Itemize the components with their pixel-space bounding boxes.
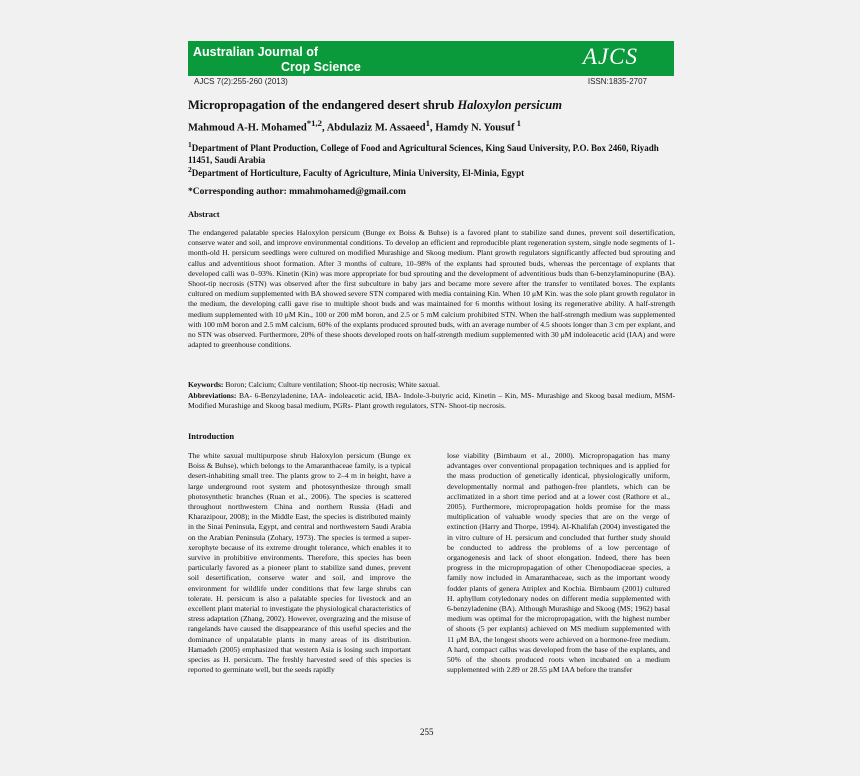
- keywords-text: Boron; Calcium; Culture ventilation; Shoot-tip necrosis; White saxual.: [223, 380, 440, 389]
- author-sep: ,: [429, 122, 436, 134]
- title-main: Micropropagation of the endangered desert shrub: [188, 98, 458, 112]
- affiliation-1: [188, 139, 678, 166]
- journal-name-line1: Australian Journal of: [193, 45, 319, 59]
- affiliation-2-text: Department of Horticulture, Faculty of Agriculture, Minia University, El-Minia, Egypt: [191, 168, 525, 178]
- abbreviations-text: BA- 6-Benzyladenine, IAA- indoleacetic acid, IBA- Indole-3-butyric acid, Kinetin – Kin, MS- Murashige and Skoog basal medium, MSM- Modified Murashige and Skoog basal medium, PGRs- Plant growth regulators, STN- Shoot-tip necrosis.: [188, 391, 675, 411]
- title-species: Haloxylon persicum: [457, 98, 562, 112]
- author-name: Abdulaziz M. Assaeed: [326, 122, 426, 134]
- intro-column-left: The white saxual multipurpose shrub Haloxylon persicum (Bunge ex Boiss & Buhse), which belongs to the Amaranthaceae family, is a typical desert-inhabiting small tree. The plants grow to 2–4 m in height, have a large underground root system and photosynthesize through small photosynthetic branches (Ruan et al., 2006). The species is scattered throughout northwestern China and northern Russia (Hadi and Kharazipour, 2008); in the Middle East, the species is distributed mainly in the Sinai Peninsula, Egypt, and central and northwestern Saudi Arabia on the Arabian Peninsula (Zohary, 1973). The species is termed a super-xerophyte because of its extreme drought tolerance, which enables it to survive in prohibitive environments. Therefore, this species has been particularly favored as a pioneer plant to stabilize sand dunes, prevent soil desertification, conserve water and soil, and improve the environment for wildlife under conditions that few large shrubs can tolerate. H. persicum is also a palatable species for livestock and an excellent plant material to investigate the physiological characteristics of stress adaptation (Zhang, 2002). However, overgrazing and the misuse of rangelands have caused the disappearance of this useful species and the dominance of unpalatable plants in many areas of its distribution. Hamadeh (2005) emphasized that western Asia is losing such important species as H. persicum. The freshly harvested seed of this species is reported to germinate well, but the seeds rapidly: [188, 451, 411, 675]
- affiliation-2-sup: 2: [188, 165, 192, 174]
- introduction-heading: Introduction: [188, 431, 235, 441]
- page-number: 255: [420, 727, 434, 737]
- affiliation-1-sup: 1: [188, 140, 192, 149]
- journal-banner: [188, 41, 674, 76]
- author-sup: 1: [425, 118, 430, 128]
- affiliation-1-text: Department of Plant Production, College of Food and Agricultural Sciences, King Saud University, P.O. Box 2460, Riyadh 11451, Saudi Arabia: [188, 143, 659, 165]
- abbreviations-label: Abbreviations:: [188, 391, 237, 400]
- author-sup: *1,2: [306, 118, 323, 128]
- abbreviations: [188, 391, 675, 411]
- journal-name-line2: Crop Science: [281, 60, 361, 74]
- author-name: Hamdy N. Yousuf: [435, 122, 515, 134]
- keywords: [188, 380, 675, 390]
- journal-citation: AJCS 7(2):255-260 (2013): [194, 77, 288, 86]
- intro-column-right: lose viability (Birnbaum et al., 2000). Micropropagation has many advantages over conventional propagation techniques and is applied for the mass production of genetically identical, physiologically uniform, developmentally normal and pathogen-free plantlets, which can be acclimatized in a short time period and at a lower cost (Rathore et al., 2005). Furthermore, micropropagation holds promise for the mass multiplication of valuable woody species that are on the verge of extinction (Harry and Thorpe, 1994). Al-Khalifah (2004) investigated the in vitro culture of H. persicum and concluded that further study should be conducted to address the problems of a low percentage of organogenesis and lack of shoot elongation. Indeed, there has been progress in the micropropagation of other Chenopodiaceae species, a family now included in Amaranthaceae, such as the important woody fodder plants of genera Atriplex and Kochia. Birnbaum (2001) cultured H. aphyllum cotyledonary nodes on different media supplemented with 6-benzyladenine (BA). Although Murashige and Skoog (MS; 1962) basal medium was optimal for the micropropagation, with the highest number of shoots (5 per explants) achieved on MS medium supplemented with 11 μM BA, the longest shoots were achieved on a hormone-free medium. A hard, compact callus was developed from the base of the explants, and 50% of the shoots produced roots when incubated on a medium supplemented with 2.89 or 28.55 μM IAA before the transfer: [447, 451, 670, 675]
- paper-title: [188, 98, 678, 113]
- abstract-text: The endangered palatable species Haloxylon persicum (Bunge ex Boiss & Buhse) is a favored plant to stabilize sand dunes, prevent soil desertification, conserve water and soil, and improve environmental conditions. To develop an efficient and reproducible plant regeneration system, single node segments of 1-month-old H. persicum seedlings were cultured on modified Murashige and Skoog medium. Plant growth regulators significantly affected bud sprouting and callus and adventitious shoot formation. After 3 months of culture, 10–98% of the explants had sprouted buds, whereas the percentage of explants that developed calli was 0–93%. Kinetin (Kin) was more appropriate for bud sprouting and the development of adventitious buds than 6-benzylaminopurine (BA). Shoot-tip necrosis (STN) was observed after the first subculture in baby jars and became more severe after the transfer to ventilated boxes. The explants cultured on medium supplemented with BA showed severe STN compared with media containing Kin. When 10 μM Kin. was the sole plant growth regulator in the medium, the developing calli gave rise to multiple shoot buds and was maintained for 6 months without losing its regenerative ability. A half-strength medium supplemented with 10 μM Kin., 100 or 200 mM boron, and 2.5 or 5 mM calcium prohibited STN. When the half-strength medium was supplemented with 100 mM boron and 2.5 mM calcium, 60% of the explants produced sprouted buds, with an average number of 4.5 shoots longer than 3 cm per explant, and no STN was observed. Furthermore, 20% of these shoots developed roots on half-strength medium supplemented with 30 μM indoleacetic acid (IAA) and were adapted to greenhouse conditions.: [188, 228, 675, 350]
- author-sep: ,: [322, 122, 327, 134]
- corresponding-author: *Corresponding author: mmahmohamed@gmail.com: [188, 187, 406, 197]
- author-name: Mahmoud A-H. Mohamed: [188, 122, 307, 134]
- affiliation-2: [188, 164, 678, 179]
- keywords-label: Keywords:: [188, 380, 224, 389]
- journal-issn: ISSN:1835-2707: [587, 77, 647, 86]
- author-list: [188, 118, 678, 134]
- journal-logo: AJCS: [582, 44, 638, 69]
- author-sup: 1: [514, 118, 522, 128]
- abstract-heading: Abstract: [188, 209, 220, 219]
